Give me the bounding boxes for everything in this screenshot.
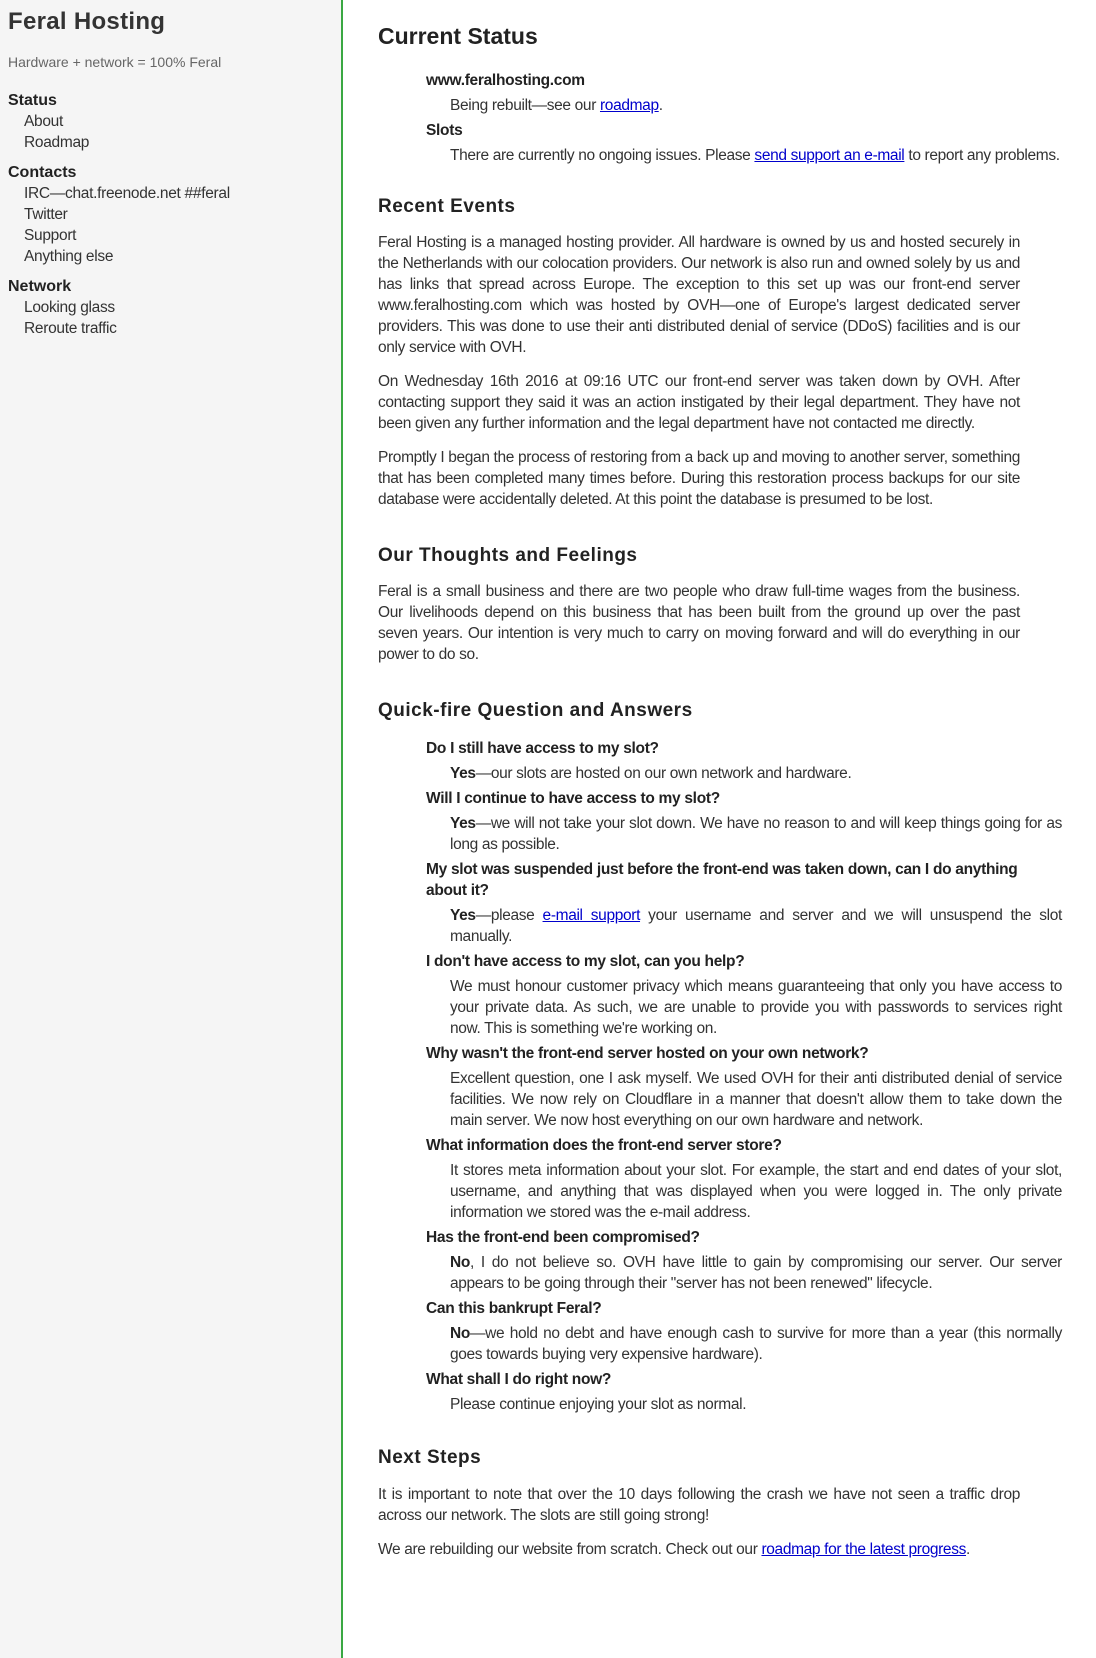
next-steps-text-end: . [966,1541,970,1558]
qa-answer-text: We must honour customer privacy which means guaranteeing that only you have access to your private data. As such, we are unable to provide you with passwords to services right now. This is something we're working on. [450,978,1062,1037]
qa-question: What information does the front-end server store? [426,1137,782,1154]
qa-answer-text: It stores meta information about your slot. For example, the start and end dates of your slot, username, and anything that was displayed when you were logged in. The only private information we stored was the e-mail address. [450,1162,1062,1221]
qa-answer-text: —we will not take your slot down. We have no reason to and will keep things going for as long as possible. [450,815,1062,853]
nav-group-network [8,276,341,339]
qa-answer-keyword: Yes [450,765,476,782]
status-site-text: Being rebuilt—see our [450,97,600,114]
qa-question: What shall I do right now? [426,1371,612,1388]
status-desc-site [450,95,1062,116]
qa-question: Why wasn't the front-end server hosted on your own network? [426,1045,869,1062]
nav-item-roadmap[interactable]: Roadmap [24,134,90,151]
sidebar [0,0,343,1658]
next-steps-text: We are rebuilding our website from scratch. Check out our [378,1541,762,1558]
qa-answer [450,1068,1062,1131]
qa-answer [450,1323,1062,1365]
qa-answer-text: , I do not believe so. OVH have little to gain by compromising our server. Our server appears to be going through their "server has not been renewed" lifecycle. [450,1254,1062,1292]
qa-answer [450,813,1062,855]
status-list [378,70,1062,166]
status-desc-slots [450,145,1062,166]
qa-question: Will I continue to have access to my slot? [426,790,720,807]
next-steps-paragraph-1: It is important to note that over the 10 days following the crash we have not seen a traffic drop across our network. The slots are still going strong! [378,1486,1020,1524]
qa-question: Can this bankrupt Feral? [426,1300,602,1317]
nav-group-status [8,90,341,153]
nav-item-support[interactable]: Support [24,227,77,244]
recent-events-paragraph-1: Feral Hosting is a managed hosting provider. All hardware is owned by us and hosted securely in the Netherlands with our colocation providers. Our network is also run and owned solely by us and has links that spread across Europe. The exception to this set up was our front-end server www.feralhosting.com which was hosted by OVH—one of Europe's largest dedicated server providers. This was done to use their anti distributed denial of service (DDoS) facilities and is our only service with OVH. [378,234,1020,356]
qa-answer-keyword: No [450,1325,470,1342]
qa-answer-text: —we hold no debt and have enough cash to survive for more than a year (this normally goes towards buying very expensive hardware). [450,1325,1062,1363]
qa-answer-keyword: No [450,1254,470,1271]
qa-question: My slot was suspended just before the front-end was taken down, can I do anything about it? [426,861,1018,899]
qa-list [378,738,1062,1415]
nav-item-reroute-traffic[interactable]: Reroute traffic [24,320,117,337]
qa-answer [450,1394,1062,1415]
qa-answer [450,1160,1062,1223]
nav-item-irc[interactable]: IRC—chat.freenode.net ##feral [24,185,230,202]
qa-answer-keyword: Yes [450,907,476,924]
status-term-slots: Slots [426,122,463,139]
qa-answer-text: —please [475,907,543,924]
main-content [378,0,1062,1560]
status-site-text-end: . [658,97,663,114]
qa-answer-text: —our slots are hosted on our own network and hardware. [475,765,852,782]
qa-answer-text-end: your username and server and we will unsuspend the slot manually. [450,907,1062,945]
recent-events-paragraph-3: Promptly I began the process of restoring from a back up and moving to another server, something that has been completed many times before. During this restoration process backups for our site database were accidentally deleted. At this point the database is presumed to be lost. [378,449,1020,508]
status-slots-text-end: to report any problems. [904,147,1060,164]
qa-answer-text: Excellent question, one I ask myself. We used OVH for their anti distributed denial of service facilities. We now rely on Cloudflare in a manner that doesn't allow them to take down the main server. We now host everything on our own hardware and network. [450,1070,1062,1129]
qa-answer [450,763,1062,784]
qa-question: Do I still have access to my slot? [426,740,659,757]
nav-item-about[interactable]: About [24,113,64,130]
email-support-link[interactable]: e-mail support [542,907,641,924]
qa-answer-text: Please continue enjoying your slot as normal. [450,1396,747,1413]
qa-answer-keyword: Yes [450,815,476,832]
send-support-email-link[interactable]: send support an e-mail [754,147,905,164]
qa-question: Has the front-end been compromised? [426,1229,700,1246]
recent-events-heading: Recent Events [378,196,516,217]
qa-question: I don't have access to my slot, can you help? [426,953,745,970]
site-tagline: Hardware + network = 100% Feral [8,54,222,70]
nav-heading-contacts: Contacts [8,164,77,181]
nav-item-twitter[interactable]: Twitter [24,206,68,223]
nav-heading-network: Network [8,278,72,295]
recent-events-paragraph-2: On Wednesday 16th 2016 at 09:16 UTC our front-end server was taken down by OVH. After contacting support they said it was an action instigated by their legal department. They have not been given any further information and the legal department have not contacted me directly. [378,373,1020,432]
status-slots-text: There are currently no ongoing issues. Please [450,147,755,164]
nav-item-anything-else[interactable]: Anything else [24,248,114,265]
qa-heading: Quick-fire Question and Answers [378,700,693,721]
current-status-heading: Current Status [378,23,538,49]
nav-heading-status: Status [8,92,57,109]
qa-answer [450,905,1062,947]
site-title[interactable]: Feral Hosting [8,8,166,35]
thoughts-heading: Our Thoughts and Feelings [378,545,638,566]
nav-item-looking-glass[interactable]: Looking glass [24,299,115,316]
qa-answer [450,1252,1062,1294]
thoughts-paragraph: Feral is a small business and there are two people who draw full-time wages from the business. Our livelihoods depend on this business that has been built from the ground up over the past seven years. Our intention is very much to carry on moving forward and will do everything in our power to do so. [378,583,1020,663]
roadmap-link[interactable]: roadmap [599,97,659,114]
qa-answer [450,976,1062,1039]
nav-group-contacts [8,162,341,267]
next-steps-heading: Next Steps [378,1447,482,1468]
status-term-site: www.feralhosting.com [426,72,585,89]
roadmap-progress-link[interactable]: roadmap for the latest progress [761,1541,967,1558]
next-steps-paragraph-2 [378,1539,1020,1560]
